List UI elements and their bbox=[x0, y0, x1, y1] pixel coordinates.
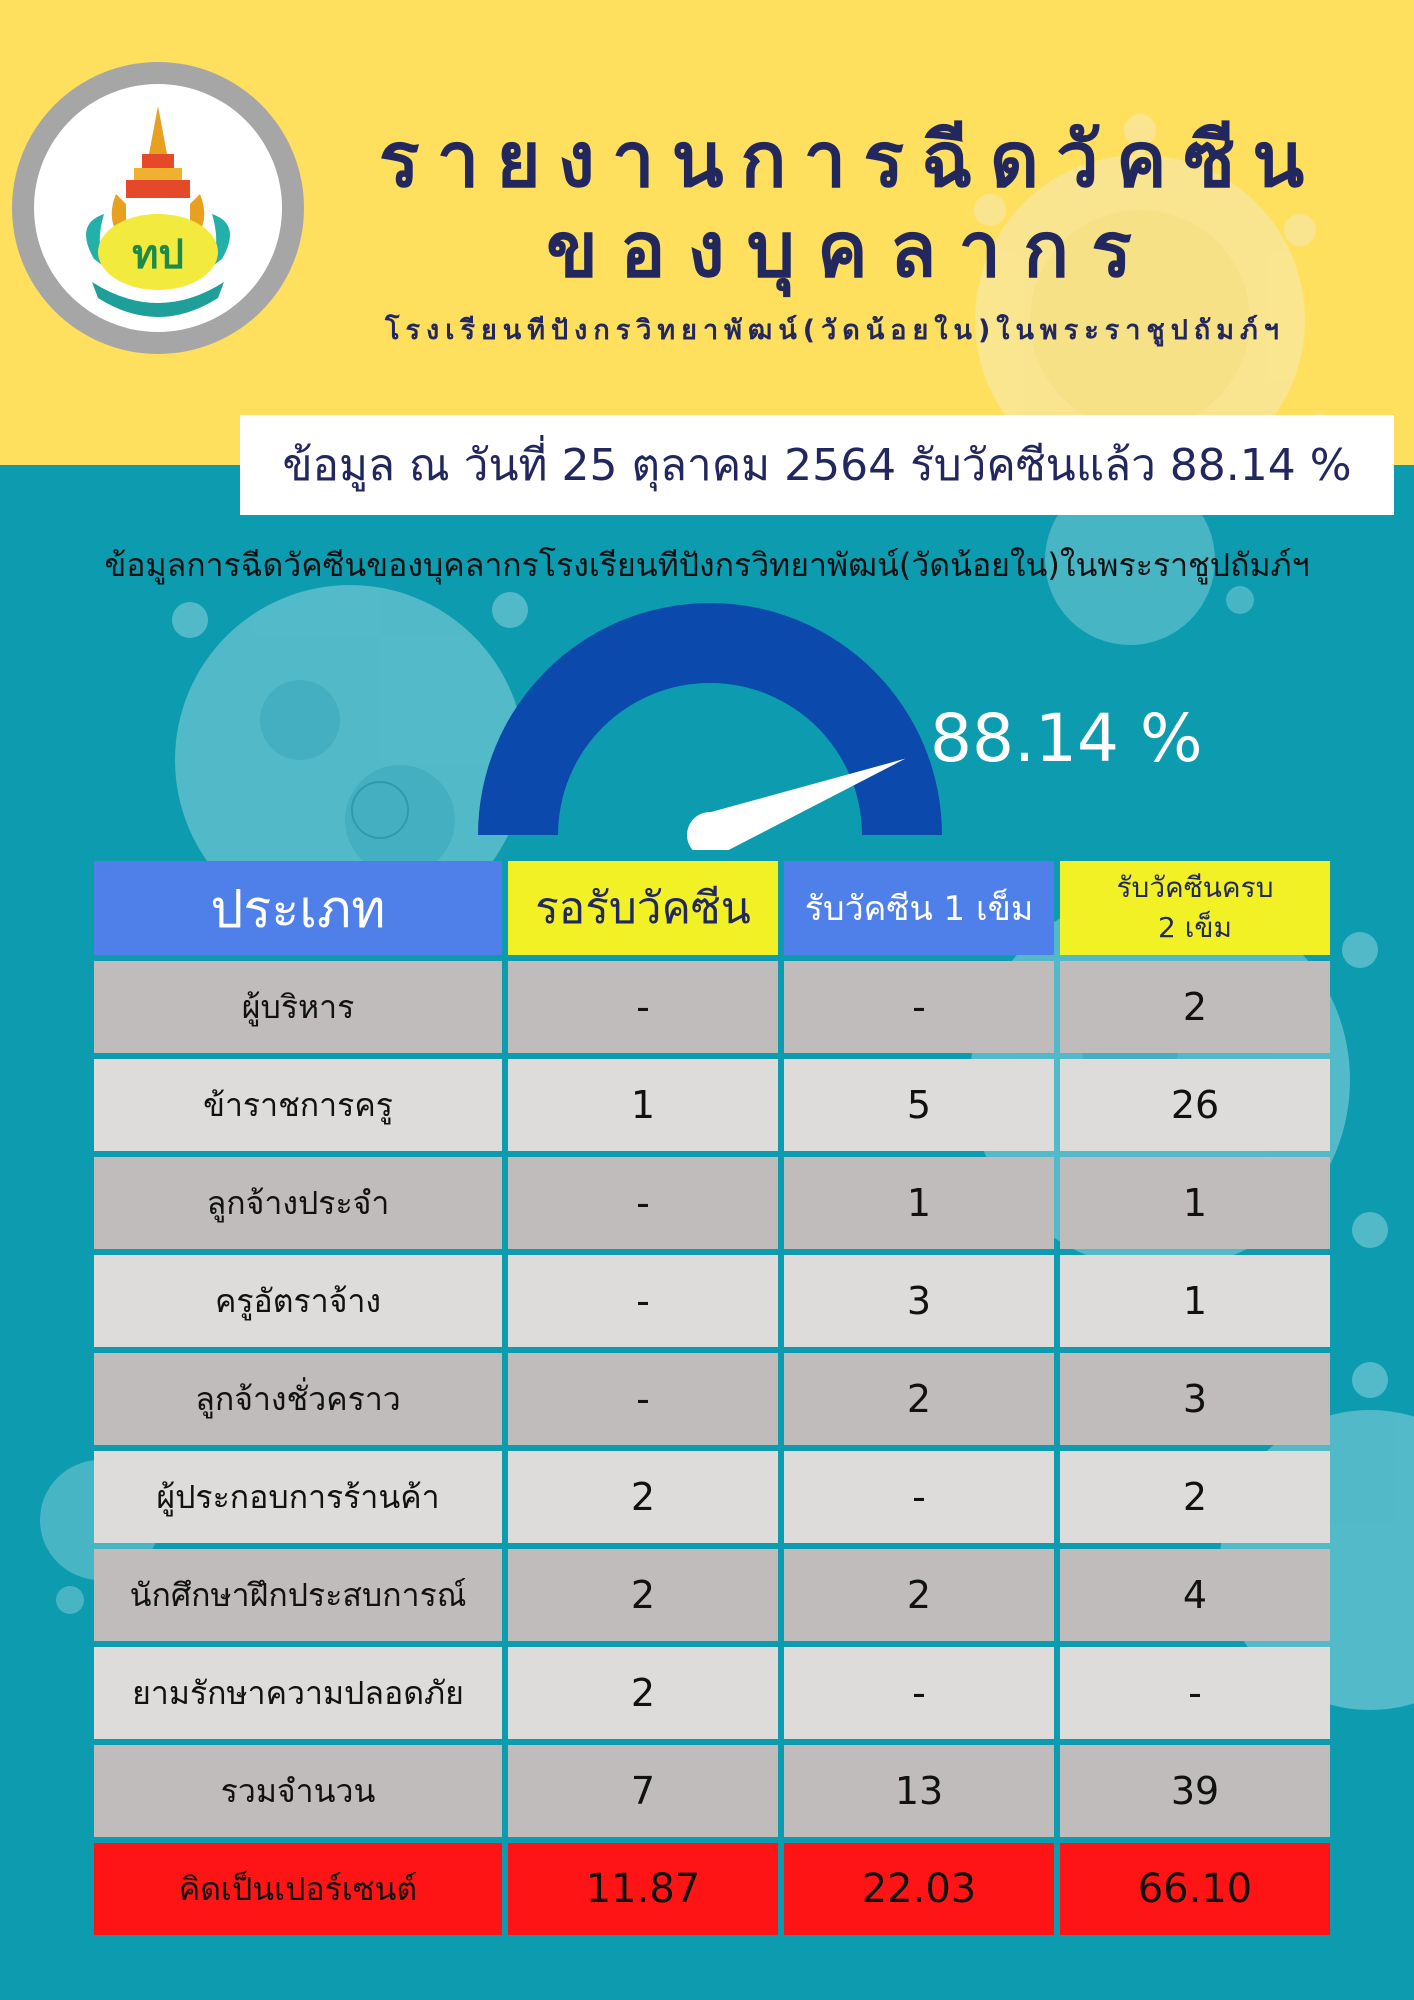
cell-waiting: - bbox=[508, 1157, 778, 1249]
vaccination-table bbox=[88, 855, 1336, 1941]
report-title-line2: ของบุคลากร bbox=[546, 205, 1154, 294]
header-type: ประเภท bbox=[94, 861, 502, 955]
cell-total-label: รวมจำนวน bbox=[94, 1745, 502, 1837]
table-row bbox=[94, 1647, 1330, 1739]
cell-two-dose: 1 bbox=[1060, 1157, 1330, 1249]
cell-total-waiting: 7 bbox=[508, 1745, 778, 1837]
cell-two-dose: 3 bbox=[1060, 1353, 1330, 1445]
cell-type: ลูกจ้างประจำ bbox=[94, 1157, 502, 1249]
cell-type: ผู้ประกอบการร้านค้า bbox=[94, 1451, 502, 1543]
table-row bbox=[94, 1353, 1330, 1445]
report-title-line1: รายงานการฉีดวัคซีน bbox=[378, 115, 1322, 204]
cell-type: ครูอัตราจ้าง bbox=[94, 1255, 502, 1347]
school-name: โรงเรียนทีปังกรวิทยาพัฒน์(วัดน้อยใน)ในพระราชูปถัมภ์ฯ bbox=[385, 315, 1285, 346]
cell-one-dose: 2 bbox=[784, 1549, 1054, 1641]
header-waiting: รอรับวัคซีน bbox=[508, 861, 778, 955]
vaccination-gauge bbox=[470, 595, 950, 850]
cell-one-dose: - bbox=[784, 961, 1054, 1053]
cell-percent-two-dose: 66.10 bbox=[1060, 1843, 1330, 1935]
table-row bbox=[94, 1157, 1330, 1249]
cell-type: ลูกจ้างชั่วคราว bbox=[94, 1353, 502, 1445]
table-row bbox=[94, 961, 1330, 1053]
cell-percent-label: คิดเป็นเปอร์เซนต์ bbox=[94, 1843, 502, 1935]
table-total-row bbox=[94, 1745, 1330, 1837]
cell-two-dose: 1 bbox=[1060, 1255, 1330, 1347]
table-header-row bbox=[94, 861, 1330, 955]
header-one-dose: รับวัคซีน 1 เข็ม bbox=[784, 861, 1054, 955]
school-logo bbox=[12, 62, 304, 354]
table-row bbox=[94, 1549, 1330, 1641]
header-two-dose-line1: รับวัคซีนครบ bbox=[1116, 871, 1274, 904]
date-banner-text: ข้อมูล ณ วันที่ 25 ตุลาคม 2564 รับวัคซีนแล้ว 88.14 % bbox=[282, 440, 1352, 491]
cell-total-one-dose: 13 bbox=[784, 1745, 1054, 1837]
cell-total-two-dose: 39 bbox=[1060, 1745, 1330, 1837]
cell-two-dose: 26 bbox=[1060, 1059, 1330, 1151]
table-row bbox=[94, 1451, 1330, 1543]
cell-waiting: 1 bbox=[508, 1059, 778, 1151]
cell-waiting: - bbox=[508, 1353, 778, 1445]
cell-waiting: - bbox=[508, 961, 778, 1053]
cell-type: ข้าราชการครู bbox=[94, 1059, 502, 1151]
cell-two-dose: - bbox=[1060, 1647, 1330, 1739]
school-logo-face bbox=[34, 84, 282, 332]
header-two-dose-line2: 2 เข็ม bbox=[1158, 911, 1232, 944]
table-row bbox=[94, 1255, 1330, 1347]
svg-text:ทป: ทป bbox=[132, 232, 184, 278]
cell-one-dose: 2 bbox=[784, 1353, 1054, 1445]
cell-two-dose: 4 bbox=[1060, 1549, 1330, 1641]
cell-one-dose: 3 bbox=[784, 1255, 1054, 1347]
cell-one-dose: - bbox=[784, 1647, 1054, 1739]
school-emblem-icon bbox=[34, 84, 282, 332]
gauge-value-label: 88.14 % bbox=[930, 700, 1203, 777]
cell-waiting: 2 bbox=[508, 1451, 778, 1543]
gauge-arc bbox=[478, 603, 942, 835]
cell-waiting: - bbox=[508, 1255, 778, 1347]
cell-two-dose: 2 bbox=[1060, 1451, 1330, 1543]
description-text: ข้อมูลการฉีดวัคซีนของบุคลากรโรงเรียนทีปังกรวิทยาพัฒน์(วัดน้อยใน)ในพระราชูปถัมภ์ฯ bbox=[104, 546, 1310, 584]
cell-percent-waiting: 11.87 bbox=[508, 1843, 778, 1935]
cell-one-dose: 5 bbox=[784, 1059, 1054, 1151]
cell-two-dose: 2 bbox=[1060, 961, 1330, 1053]
table-row bbox=[94, 1059, 1330, 1151]
cell-percent-one-dose: 22.03 bbox=[784, 1843, 1054, 1935]
cell-waiting: 2 bbox=[508, 1647, 778, 1739]
cell-one-dose: - bbox=[784, 1451, 1054, 1543]
header-two-dose bbox=[1060, 861, 1330, 955]
cell-one-dose: 1 bbox=[784, 1157, 1054, 1249]
cell-type: ยามรักษาความปลอดภัย bbox=[94, 1647, 502, 1739]
cell-type: นักศึกษาฝึกประสบการณ์ bbox=[94, 1549, 502, 1641]
table-percent-row bbox=[94, 1843, 1330, 1935]
date-banner bbox=[240, 415, 1394, 515]
cell-type: ผู้บริหาร bbox=[94, 961, 502, 1053]
cell-waiting: 2 bbox=[508, 1549, 778, 1641]
